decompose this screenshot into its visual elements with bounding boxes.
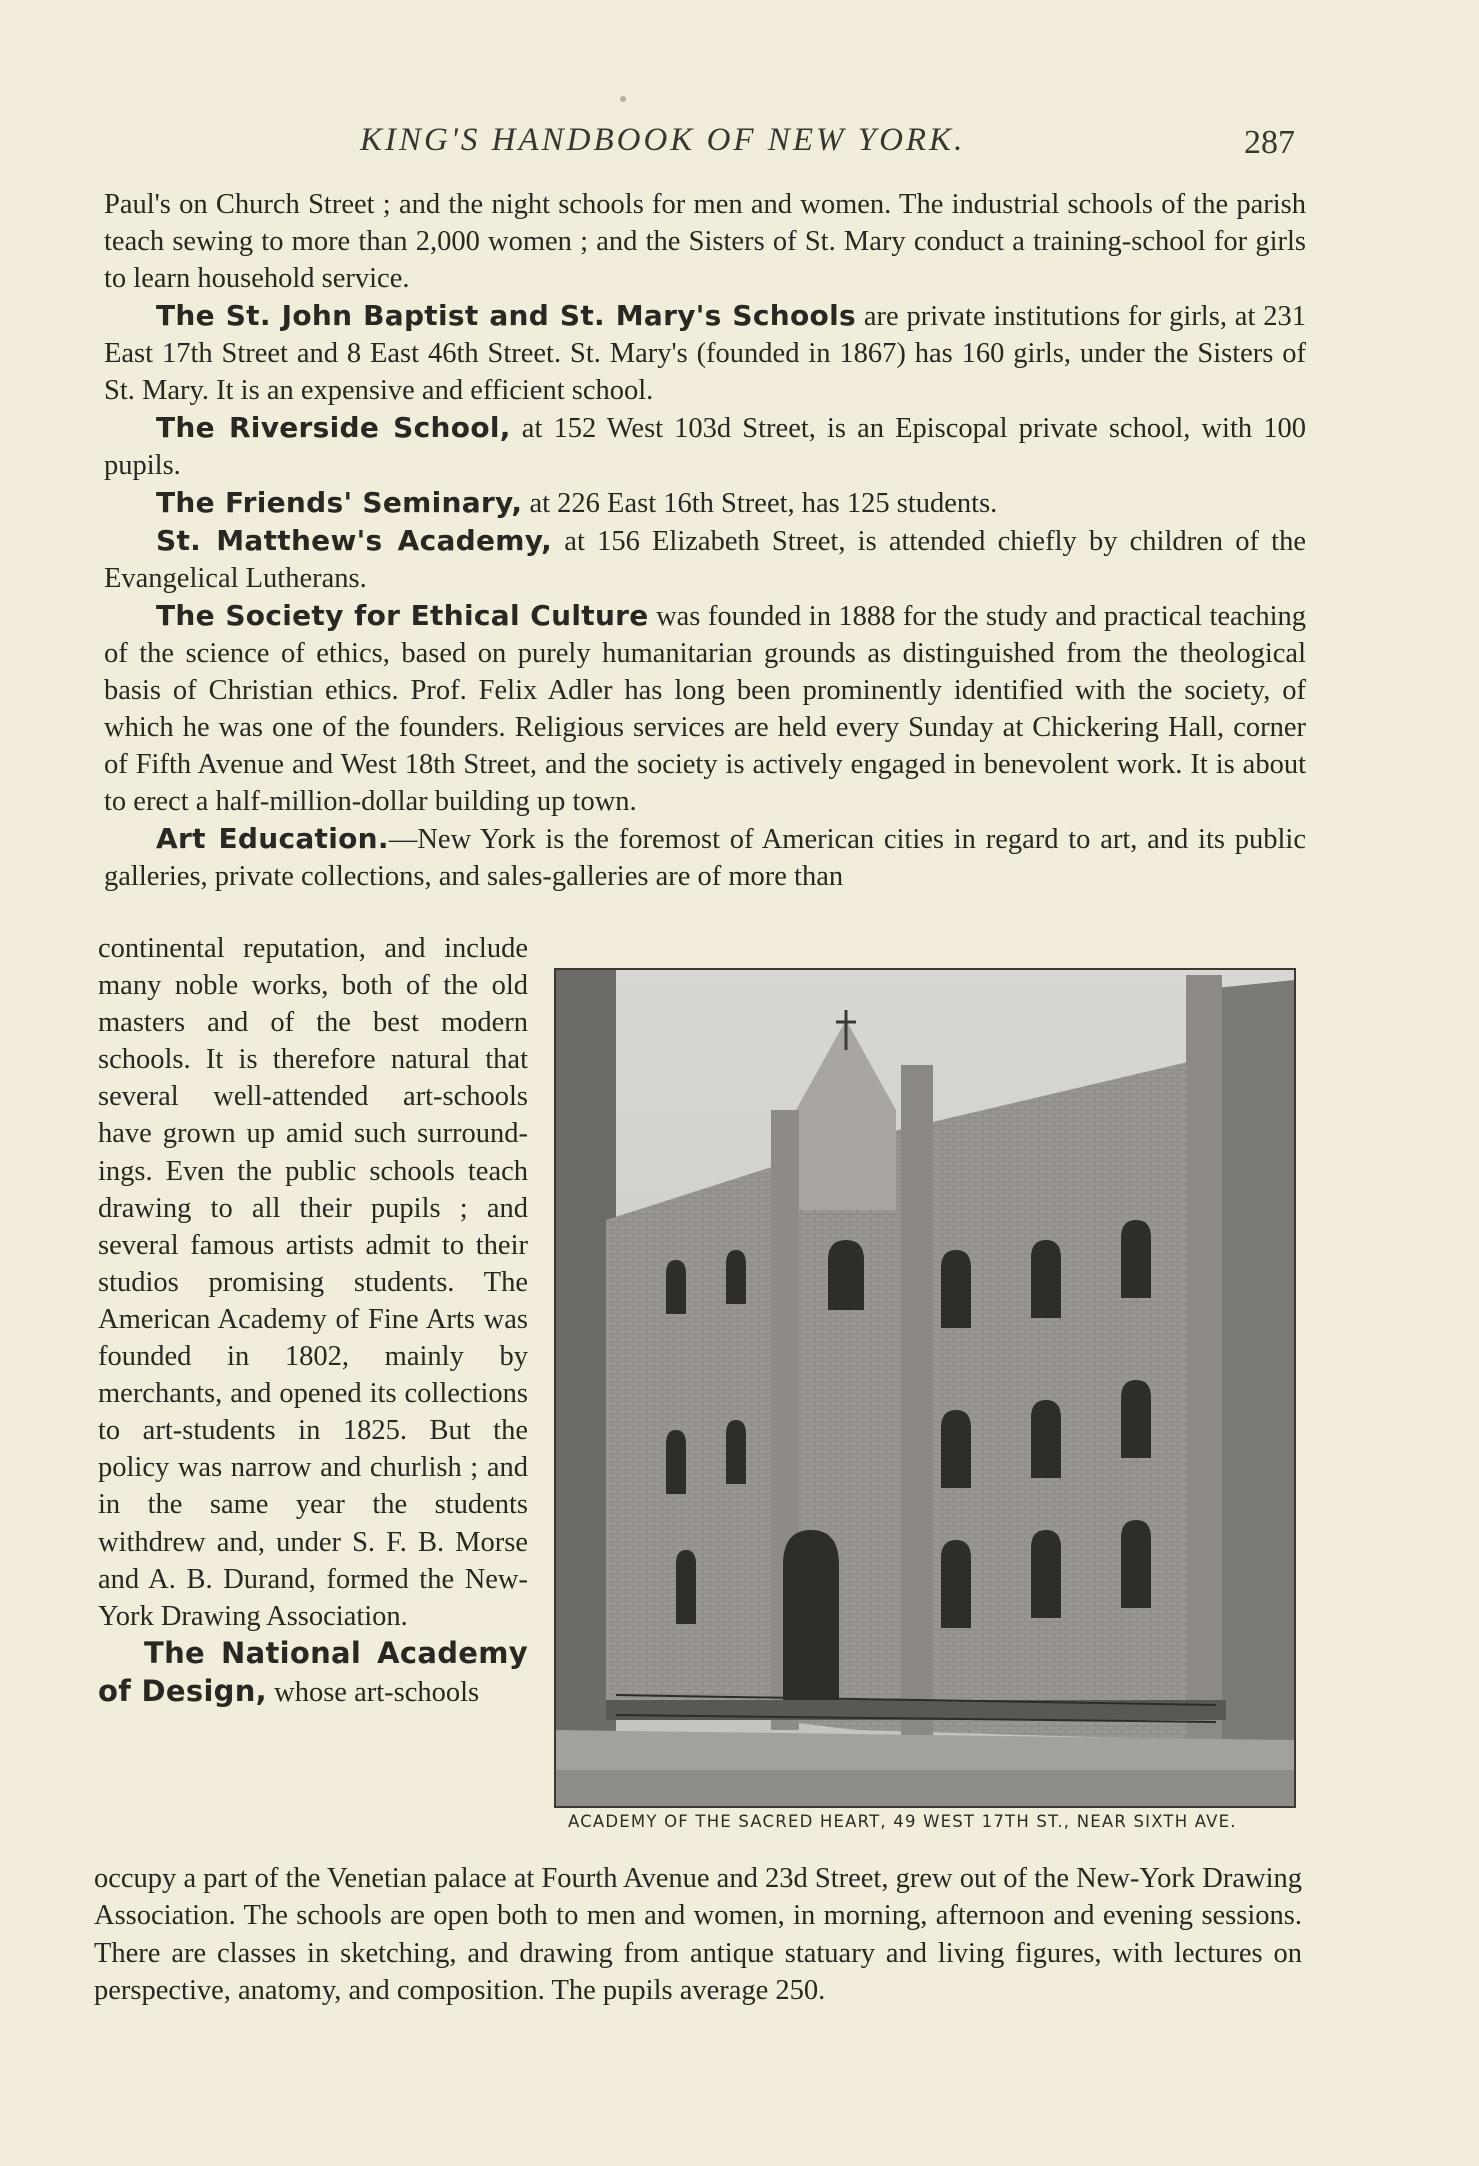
paragraph-national-academy-cont: occupy a part of the Venetian palace at Fourth Avenue and 23d Street, grew out of the New-York Drawing Association. The schools are open both to men and women, in morning, afternoon and evening sessions. There are classes in sketching, and drawing from antique statuary and living figures, with lectures on perspective, anatomy, and composition. The pupils average 250. <box>94 1863 1302 2006</box>
page-number: 287 <box>1244 124 1295 161</box>
run-in-heading: The Society for Ethical Culture <box>156 599 649 632</box>
running-head: KING'S HANDBOOK OF NEW YORK. <box>360 122 966 158</box>
paragraph-text: at 226 East 16th Street, has 125 students. <box>522 488 998 519</box>
paragraph-continued: Paul's on Church Street ; and the night schools for men and women. The industrial schools of the parish teach sewing to more than 2,000 women ; and the Sisters of St. Mary conduct a training-school for girls to learn household service. <box>104 189 1306 294</box>
paragraph-national-academy <box>98 1635 528 1711</box>
paragraph-st-john-baptist <box>104 297 1306 409</box>
run-in-heading: Art Education. <box>156 822 389 855</box>
paragraph-friends <box>104 484 1306 522</box>
paragraph-text: whose art-schools <box>267 1676 480 1708</box>
run-in-heading: The National Academy of Design, <box>98 1635 528 1708</box>
paragraph-st-matthews <box>104 522 1306 597</box>
paragraph-art-education <box>104 820 1306 895</box>
figure-caption: ACADEMY OF THE SACRED HEART, 49 WEST 17TH ST., NEAR SIXTH AVE. <box>568 1812 1237 1831</box>
paragraph-text: at 152 West 103d Street, is an Episcopal private school, with 100 pupils. <box>104 413 1306 481</box>
paragraph-text: at 156 Elizabeth Street, is attended chiefly by children of the Evangelical Lutherans. <box>104 526 1306 594</box>
paragraph-text: are private institutions for girls, at 231 East 17th Street and 8 East 46th Street. St. Mary's (founded in 1867) has 160 girls, under the Sisters of St. Mary. It is an expensive and efficient school. <box>104 301 1306 406</box>
run-in-heading: St. Matthew's Academy, <box>156 524 553 557</box>
run-in-heading: The St. John Baptist and St. Mary's Schools <box>156 299 856 332</box>
run-in-heading: The Riverside School, <box>156 411 511 444</box>
wrapped-column <box>98 930 528 1711</box>
engraving-academy-building <box>554 968 1296 1808</box>
paragraph-text: —New York is the foremost of American cities in regard to art, and its public galleries, private collections, and sales-galleries are of more than <box>104 824 1306 892</box>
paragraph-text: was founded in 1888 for the study and practical teaching of the science of ethics, based on purely humanitarian grounds as distinguished from the theological basis of Christian ethics. Prof. Felix Adler has long been prominently identified with the society, of which he was one of the founders. Religious services are held every Sunday at Chickering Hall, corner of Fifth Avenue and West 18th Street, and the society is actively engaged in benevolent work. It is about to erect a half-million-dollar building up town. <box>104 601 1306 817</box>
run-in-heading: The Friends' Seminary, <box>156 486 523 519</box>
paragraph-riverside <box>104 409 1306 484</box>
body-text <box>104 186 1306 895</box>
building-illustration <box>556 970 1294 1806</box>
printer-mark <box>620 96 626 102</box>
paragraph-ethical-culture <box>104 597 1306 820</box>
bottom-text <box>94 1860 1302 2009</box>
paragraph-art-education-cont: continental reputation, and include many noble works, both of the old masters and of the best modern schools. It is therefore natural that several well-attended art-schools have grown up amid such surroundings. Even the public schools teach drawing to all their pupils ; and several famous artists admit to their studios promising students. The American Academy of Fine Arts was founded in 1802, mainly by merchants, and opened its collections to art-students in 1825. But the policy was narrow and churlish ; and in the same year the students withdrew and, under S. F. B. Morse and A. B. Durand, formed the New-York Drawing Association. <box>98 933 528 1632</box>
